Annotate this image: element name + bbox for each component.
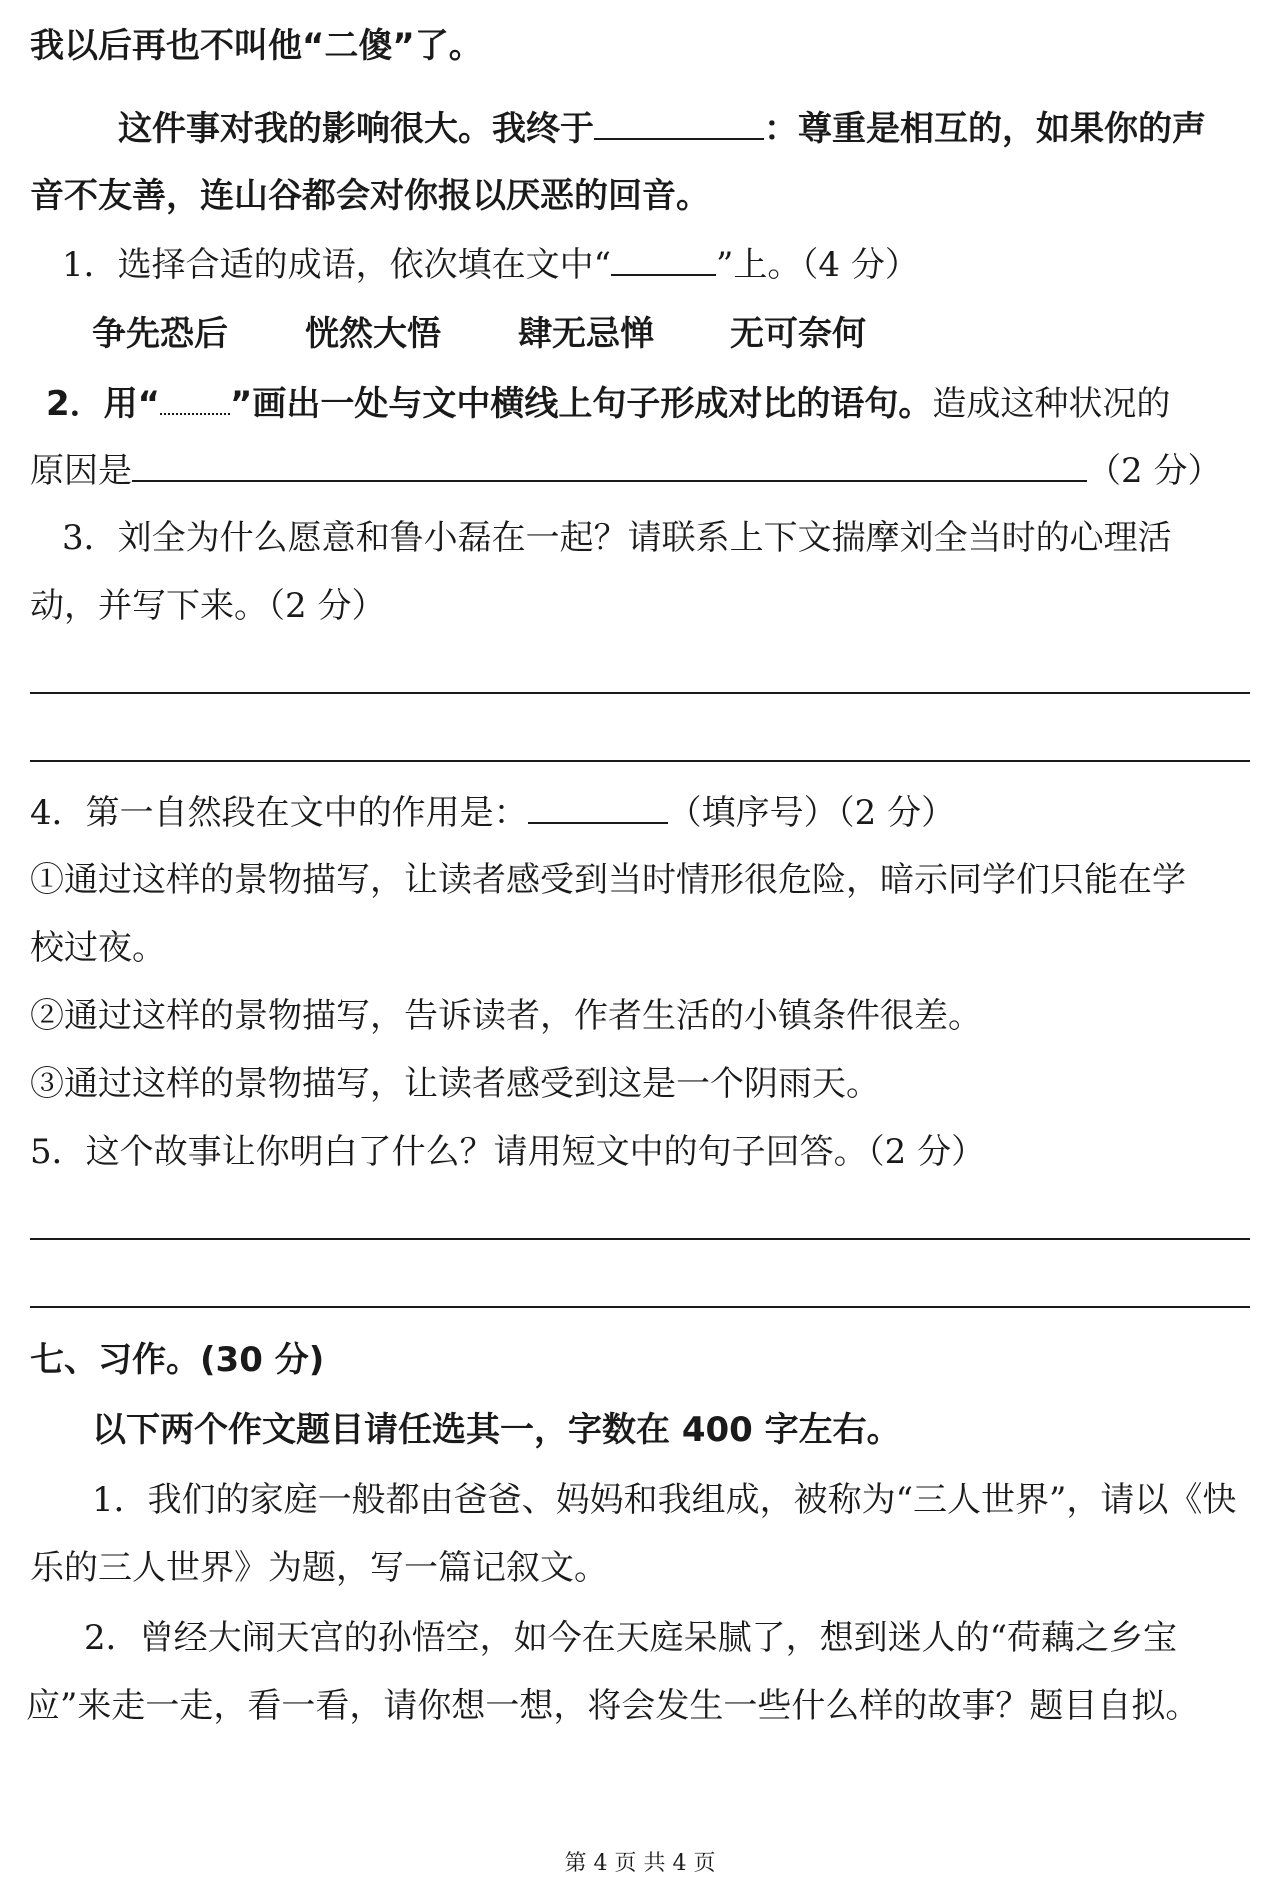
q2-answer-line[interactable] [132, 450, 1087, 482]
topic-2-line-1: 2．曾经大闹天宫的孙悟空，如今在天庭呆腻了，想到迷人的“荷藕之乡宝 [84, 1618, 1178, 1658]
q4-blank[interactable] [528, 792, 668, 824]
q4-option-1-line-1: ①通过这样的景物描写，让读者感受到当时情形很危险，暗示同学们只能在学 [30, 860, 1186, 900]
q5-answer-line-2[interactable] [30, 1306, 1250, 1308]
topic-1-line-2: 乐的三人世界》为题，写一篇记叙文。 [30, 1548, 608, 1588]
q1-blank[interactable] [611, 244, 716, 276]
question-5: 5．这个故事让你明白了什么？请用短文中的句子回答。（2 分） [30, 1132, 986, 1172]
q4-option-2: ②通过这样的景物描写，告诉读者，作者生活的小镇条件很差。 [30, 996, 982, 1036]
q4-option-1-line-2: 校过夜。 [30, 928, 166, 968]
question-3-line-2: 动，并写下来。（2 分） [30, 586, 386, 626]
answer-blank-passage[interactable] [594, 108, 764, 140]
topic-2-line-2: 应”来走一走，看一看，请你想一想，将会发生一些什么样的故事？题目自拟。 [26, 1686, 1200, 1726]
q3-answer-line-1[interactable] [30, 692, 1250, 694]
passage-line-3: 音不友善，连山谷都会对你报以厌恶的回音。 [30, 176, 710, 216]
section-7-heading: 七、习作。(30 分) [30, 1340, 325, 1380]
topic-1-line-1: 1．我们的家庭一般都由爸爸、妈妈和我组成，被称为“三人世界”，请以《快 [92, 1480, 1237, 1520]
wavy-line-sample [160, 383, 230, 415]
idiom-option-1: 争先恐后 [92, 314, 228, 354]
section-7-intro: 以下两个作文题目请任选其一，字数在 400 字左右。 [92, 1410, 901, 1450]
passage-line-2: 这件事对我的影响很大。我终于 ：尊重是相互的，如果你的声 [118, 109, 1206, 149]
idiom-option-2: 恍然大悟 [305, 314, 441, 354]
question-3-line-1: 3．刘全为什么愿意和鲁小磊在一起？请联系上下文揣摩刘全当时的心理活 [62, 518, 1172, 558]
q4-option-3: ③通过这样的景物描写，让读者感受到这是一个阴雨天。 [30, 1064, 880, 1104]
question-4: 4．第一自然段在文中的作用是： （填序号）（2 分） [30, 793, 956, 833]
q3-answer-line-2[interactable] [30, 760, 1250, 762]
idiom-option-3: 肆无忌惮 [518, 314, 654, 354]
idiom-option-4: 无可奈何 [730, 314, 866, 354]
passage-line-1: 我以后再也不叫他“二傻”了。 [30, 26, 483, 66]
question-2: 2．用“ ”画出一处与文中横线上句子形成对比的语句。造成这种状况的 [46, 384, 1171, 424]
q5-answer-line-1[interactable] [30, 1238, 1250, 1240]
page-footer: 第 4 页 共 4 页 [564, 1851, 716, 1876]
question-2-line-2: 原因是 （2 分） [30, 451, 1222, 491]
question-1: 1．选择合适的成语，依次填在文中“ ”上。（4 分） [62, 245, 919, 285]
